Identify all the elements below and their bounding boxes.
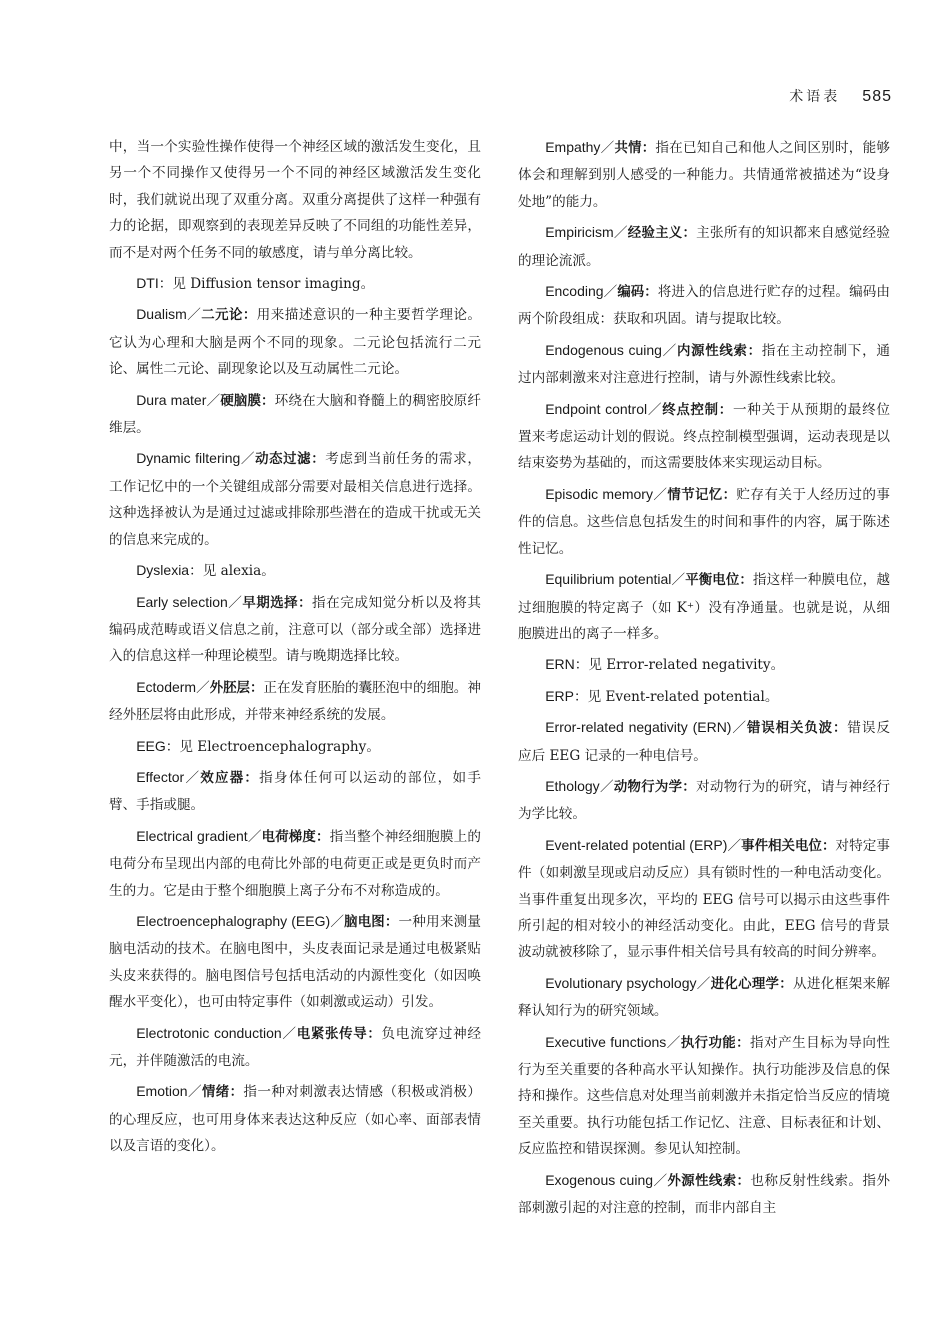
term-separator: ／ <box>647 401 663 418</box>
term-definition: 见 Electroencephalography。 <box>179 738 380 755</box>
term-separator: ／ <box>727 837 742 854</box>
term-english: Error-related negativity (ERN) <box>545 719 732 736</box>
term-english: Endogenous cuing <box>545 341 662 358</box>
glossary-entry <box>518 832 890 966</box>
term-separator: ／ <box>281 1025 297 1042</box>
term-separator: ／ <box>330 913 345 930</box>
glossary-entry <box>518 481 890 562</box>
term-separator: ： <box>573 688 588 705</box>
term-separator: ／ <box>196 679 210 696</box>
term-definition: 中，当一个实验性操作使得一个神经区域的激活发生变化，且另一个不同操作又使得另一个不同的神经区域激活发生变化时，我们就说出现了双重分离。双重分离提供了这样一种强有力的论据，即观察到的表现差异反映了不同组的功能性差异，而不是对两个任务不同的敏感度，请与单分离比较。 <box>109 139 481 261</box>
term-separator: ／ <box>600 140 615 156</box>
term-definition: 负电流穿过神经元，并伴随激活的电流。 <box>109 1025 482 1069</box>
glossary-entry <box>518 1167 890 1222</box>
glossary-entry <box>518 219 890 274</box>
term-separator: ／ <box>652 486 668 503</box>
term-definition: 主张所有的知识都来自感觉经验的理论流派。 <box>518 225 891 269</box>
term-separator: ／ <box>731 720 747 737</box>
term-english: Equilibrium potential <box>545 571 672 588</box>
term-english: Episodic memory <box>545 485 653 502</box>
glossary-entry <box>518 134 890 215</box>
term-chinese: 事件相关电位： <box>741 838 836 854</box>
term-english: Dualism <box>136 306 187 323</box>
glossary-continuation <box>109 134 481 266</box>
glossary-entry <box>518 566 890 647</box>
term-chinese: 内源性线索： <box>677 343 762 359</box>
term-separator: ／ <box>206 392 221 409</box>
term-separator: ／ <box>247 828 262 845</box>
page-header <box>789 86 892 106</box>
term-english: Dura mater <box>136 391 207 408</box>
glossary-entry <box>109 270 481 297</box>
term-definition: 环绕在大脑和脊髓上的稠密胶原纤维层。 <box>109 392 482 437</box>
term-definition: 一种用来测量脑电活动的技术。在脑电图中，头皮表面记录是通过电极紧贴头皮来获得的。脑电图信号包括电活动的内源性变化（如因唤醒水平变化），也可由特定事件（如刺激或运动）引发。 <box>109 913 482 1011</box>
term-chinese: 终点控制： <box>662 402 733 418</box>
term-chinese: 硬脑膜： <box>220 393 275 409</box>
term-definition: 将进入的信息进行贮存的过程。编码由两个阶段组成：获取和巩固。请与提取比较。 <box>518 284 891 328</box>
term-english: Early selection <box>136 593 228 610</box>
term-english: Exogenous cuing <box>545 1171 654 1188</box>
term-chinese: 动物行为学： <box>613 779 696 795</box>
term-chinese: 错误相关负波： <box>746 721 848 737</box>
term-english: Ethology <box>545 777 600 794</box>
term-chinese: 早期选择： <box>242 595 313 611</box>
term-english: Effector <box>136 768 185 785</box>
term-definition: 对动物行为的研究，请与神经行为学比较。 <box>518 778 891 823</box>
term-english: Endpoint control <box>545 400 648 417</box>
term-english: Event-related potential (ERP) <box>545 836 728 853</box>
glossary-entry <box>109 301 481 382</box>
term-separator: ： <box>189 563 203 580</box>
term-chinese: 经验主义： <box>627 226 697 242</box>
term-english: Emotion <box>136 1083 188 1100</box>
term-definition: 正在发育胚胎的囊胚泡中的细胞。神经外胚层将由此形成，并带来神经系统的发展。 <box>109 679 482 724</box>
term-separator: ／ <box>653 1172 668 1189</box>
term-separator: ／ <box>187 1084 202 1101</box>
term-definition: 指身体任何可以运动的部位，如手臂、手指或腿。 <box>109 769 482 814</box>
term-english: Electroencephalography (EEG) <box>136 912 331 929</box>
term-separator: ／ <box>184 769 201 786</box>
glossary-entry <box>518 683 890 710</box>
term-definition: 指在主动控制下，通过内部刺激来对注意进行控制，请与外源性线索比较。 <box>518 342 891 387</box>
term-chinese: 情绪： <box>201 1085 244 1101</box>
term-separator: ／ <box>227 594 243 611</box>
term-chinese: 进化心理学： <box>710 976 793 992</box>
page-number: 585 <box>862 88 892 105</box>
term-definition: 指这样一种膜电位，越过细胞膜的特定离子（如 K⁺）没有净通量。也就是说，从细胞膜进出的离子一样多。 <box>518 572 891 642</box>
term-chinese: 动态过滤： <box>255 452 326 468</box>
glossary-entry <box>109 764 481 819</box>
glossary-entry <box>518 714 890 769</box>
term-separator: ： <box>158 276 173 293</box>
glossary-entry <box>518 1029 890 1163</box>
term-definition: 见 Error-related negativity。 <box>588 657 785 674</box>
glossary-entry <box>518 651 890 678</box>
term-definition: 用来描述意识的一种主要哲学理论。它认为心理和大脑是两个不同的现象。二元论包括流行二元论、属性二元论、副现象论以及互动属性二元论。 <box>109 307 482 378</box>
term-definition: 指当整个神经细胞膜上的电荷分布呈现出内部的电荷比外部的电荷更正或是更负时而产生的力。它是由于整个细胞膜上离子分布不对称造成的。 <box>109 828 482 899</box>
glossary-entry <box>518 396 890 477</box>
term-chinese: 外胚层： <box>209 680 264 696</box>
glossary-entry <box>518 337 890 392</box>
glossary-entry <box>109 557 481 584</box>
term-definition: 考虑到当前任务的需求，工作记忆中的一个关键组成部分需要对最相关信息进行选择。这种选择被认为是通过过滤或排除那些潜在的造成干扰或无关的信息来完成的。 <box>109 451 481 548</box>
left-column <box>109 134 481 1164</box>
term-definition: 见 Diffusion tensor imaging。 <box>172 276 375 293</box>
glossary-entry <box>518 970 890 1025</box>
term-english: Ectoderm <box>136 678 197 695</box>
term-separator: ／ <box>599 778 614 795</box>
right-column <box>518 134 890 1225</box>
term-english: ERN <box>545 656 575 673</box>
term-definition: 贮存有关于人经历过的事件的信息。这些信息包括发生的时间和事件的内容，属于陈述性记忆。 <box>518 486 891 557</box>
term-definition: 指一种对刺激表达情感（积极或消极）的心理反应，也可用身体来表达这种反应（如心率、面部表情以及言语的变化）。 <box>109 1084 482 1155</box>
term-definition: 对特定事件（如刺激呈现或启动反应）具有锁时性的一种电活动变化。当事件重复出现多次，平均的 EEG 信号可以揭示由这些事件所引起的相对较小的神经活动变化。由此，EEG 信号的背景波动就被移除了，显示事件相关信号具有较高的时间分辨率。 <box>518 837 891 961</box>
glossary-entry <box>109 1020 481 1075</box>
term-definition: 见 alexia。 <box>202 563 275 580</box>
term-separator: ／ <box>603 284 618 301</box>
term-english: ERP <box>545 687 574 704</box>
term-chinese: 编码： <box>617 285 658 301</box>
term-definition: 见 Event-related potential。 <box>587 688 779 705</box>
term-english: DTI <box>136 275 159 292</box>
term-chinese: 电荷梯度： <box>261 829 330 845</box>
section-title: 术语表 <box>789 89 841 105</box>
term-separator: ／ <box>613 225 628 242</box>
term-english: Empiricism <box>545 224 614 241</box>
glossary-entry <box>109 445 481 553</box>
glossary-entry <box>518 773 890 828</box>
term-chinese: 电紧张传导： <box>296 1026 382 1042</box>
term-chinese: 平衡电位： <box>685 573 753 589</box>
term-english: Electrotonic conduction <box>136 1024 282 1041</box>
term-english: Empathy <box>545 139 601 155</box>
term-chinese: 外源性线索： <box>667 1173 751 1189</box>
term-chinese: 效应器： <box>200 770 260 786</box>
term-chinese: 执行功能： <box>680 1035 750 1051</box>
glossary-entry <box>109 908 481 1016</box>
glossary-entry <box>109 1078 481 1159</box>
term-separator: ： <box>574 657 589 674</box>
term-english: Evolutionary psychology <box>545 974 697 991</box>
term-separator: ／ <box>671 572 686 589</box>
term-definition: 指在完成知觉分析以及将其编码成范畴或语义信息之前，注意可以（部分或全部）选择进入的信息这样一种理论模型。请与晚期选择比较。 <box>109 594 481 665</box>
term-definition: 错误反应后 EEG 记录的一种电信号。 <box>518 720 891 764</box>
term-separator: ／ <box>661 342 677 359</box>
term-definition: 也称反射性线索。指外部刺激引起的对注意的控制，而非内部自主 <box>518 1172 891 1217</box>
term-chinese: 二元论： <box>201 308 257 324</box>
term-english: Encoding <box>545 283 604 300</box>
glossary-entry <box>109 823 481 904</box>
glossary-entry <box>518 278 890 333</box>
term-separator: ／ <box>666 1034 681 1051</box>
term-separator: ／ <box>186 307 202 324</box>
glossary-entry <box>109 589 481 670</box>
term-english: Dynamic filtering <box>136 450 241 467</box>
term-separator: ／ <box>696 975 711 992</box>
glossary-entry <box>109 733 481 760</box>
term-english: Executive functions <box>545 1033 667 1050</box>
glossary-entry <box>109 387 481 442</box>
term-chinese: 共情： <box>614 141 656 156</box>
term-definition: 从进化框架来解释认知行为的研究领域。 <box>518 975 891 1020</box>
term-separator: ： <box>165 738 180 755</box>
term-chinese: 脑电图： <box>344 914 399 930</box>
glossary-entry <box>109 674 481 729</box>
term-english: EEG <box>136 737 166 754</box>
term-chinese: 情节记忆： <box>667 487 737 503</box>
term-definition: 指对产生目标为导向性行为至关重要的各种高水平认知操作。执行功能涉及信息的保持和操作。这些信息对处理当前刺激并未指定恰当反应的情境至关重要。执行功能包括工作记忆、注意、目标表征和计划、反应监控和错误探测。参见认知控制。 <box>518 1034 890 1158</box>
term-definition: 指在已知自己和他人之间区别时，能够体会和理解到别人感受的一种能力。共情通常被描述为“设身处地”的能力。 <box>518 140 891 210</box>
term-separator: ／ <box>240 451 256 468</box>
term-english: Electrical gradient <box>136 827 248 844</box>
term-english: Dyslexia <box>136 562 190 579</box>
term-definition: 一种关于从预期的最终位置来考虑运动计划的假说。终点控制模型强调，运动表现是以结束姿势为基础的，而这需要肢体来实现运动目标。 <box>518 401 891 472</box>
